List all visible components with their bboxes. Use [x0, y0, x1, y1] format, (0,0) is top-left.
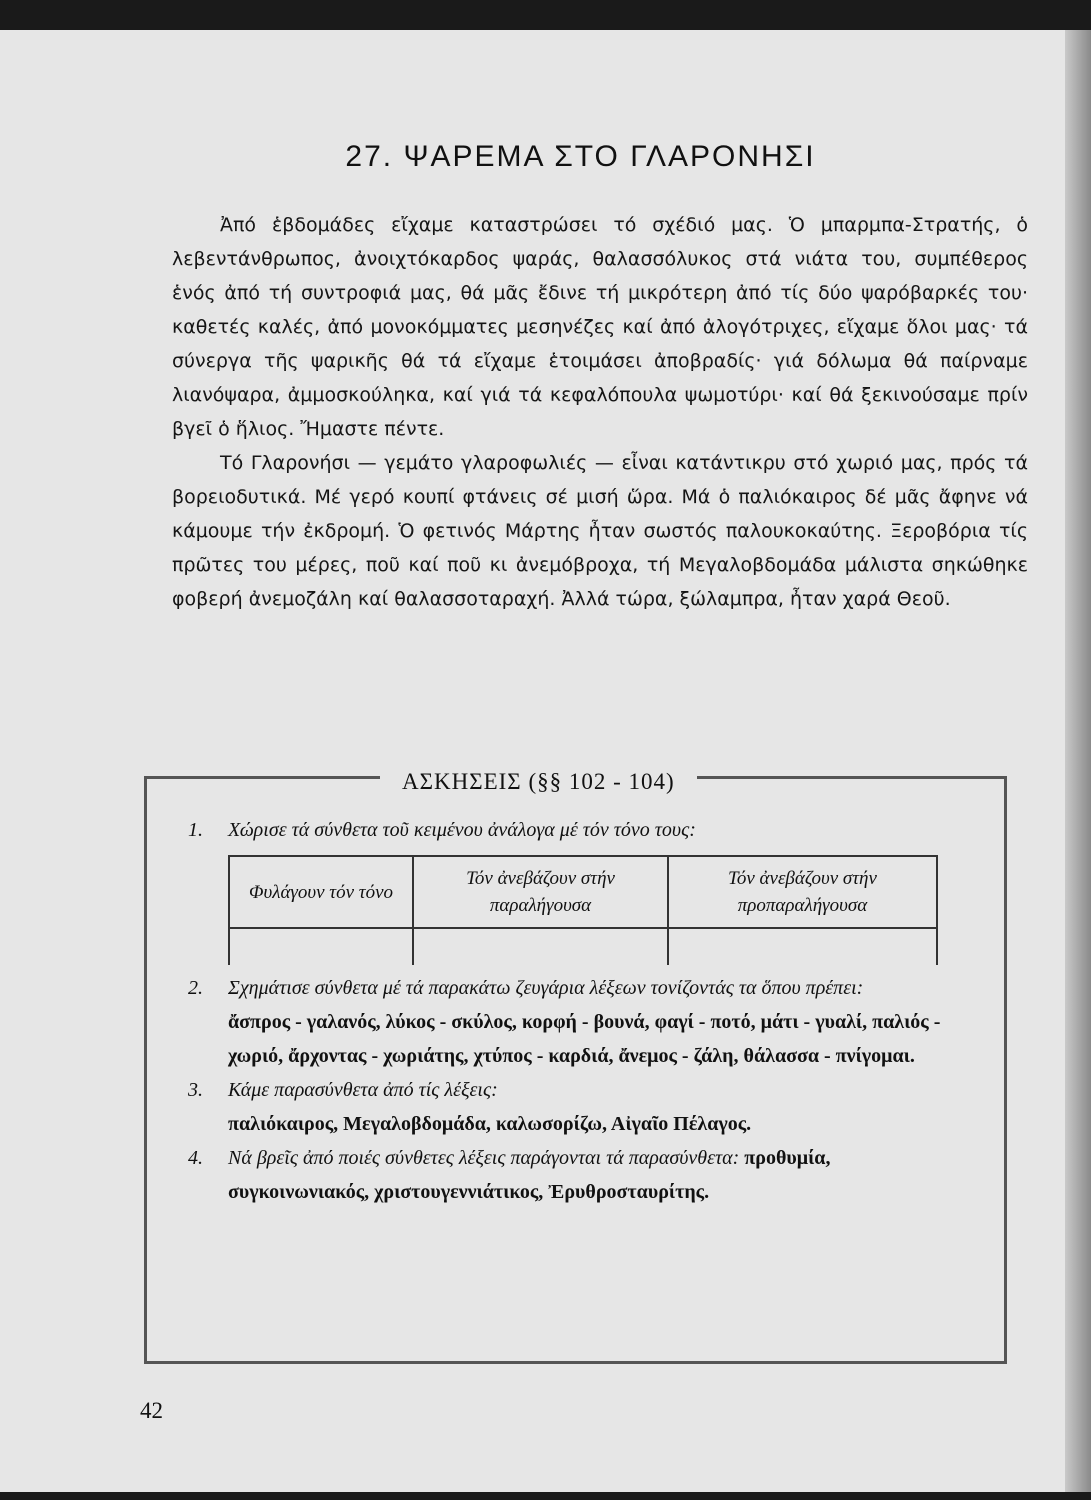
exercise-3: [186, 1073, 976, 1141]
classification-table: [228, 855, 938, 965]
page-number: 42: [140, 1398, 163, 1423]
paragraph-2: Τό Γλαρονήσι — γεμάτο γλαροφωλιές — εἶναι κατάντικρυ στό χωριό μας, πρός τά βορειοδυτικά. Μέ γερό κουπί φτάνεις σέ μισή ὥρα. Μά ὁ παλιόκαιρος δέ μᾶς ἄφηνε νά κάμουμε τήν ἐκδρομή. Ὁ φετινός Μάρτης ἦταν σωστός παλουκοκαύτης. Ξεροβόρια τίς πρῶτες του μέρες, ποῦ καί ποῦ κι ἀνεμόβροχα, τή Μεγαλοβδομάδα μάλιστα σηκώθηκε φοβερή ἀνεμοζάλη καί θαλασσοταραχή. Ἀλλά τώρα, ξώλαμπρα, ἦταν χαρά Θεοῦ.: [172, 452, 1028, 610]
paragraph-1: Ἀπό ἑβδομάδες εἴχαμε καταστρώσει τό σχέδιό μας. Ὁ μπαρμπα-Στρατής, ὁ λεβεντάνθρωπος, ἀνοιχτόκαρδος ψαράς, θαλασσόλυκος στά νιάτα του, συμπέθερος ἑνός ἀπό τή συντροφιά μας, θά μᾶς ἔδινε τή μικρότερη ἀπό τίς δύο ψαρόβαρκές του· καθετές καλές, ἀπό μονοκόμματες μεσηνέζες καί ἀπό ἀλογότριχες, εἴχαμε ὅλοι μας· τά σύνεργα τῆς ψαρικῆς θά τά εἴχαμε ἑτοιμάσει ἀποβραδίς· γιά δόλωμα θά παίρναμε λιανόψαρα, ἀμμοσκούληκα, καί γιά τά κεφαλόπουλα ψωμοτύρι· καί θά ξεκινούσαμε πρίν βγεῖ ὁ ἥλιος. Ἤμαστε πέντε.: [172, 214, 1028, 440]
lesson-title: 27. ΨΑΡΕΜΑ ΣΤΟ ΓΛΑΡΟΝΗΣΙ: [345, 140, 816, 173]
exercise-instruction: Νά βρεῖς ἀπό ποιές σύνθετες λέξεις παράγονται τά παρασύνθετα:: [228, 1147, 740, 1169]
exercise-instruction: Σχημάτισε σύνθετα μέ τά παρακάτω ζευγάρια λέξεων τονίζοντάς τα ὅπου πρέπει:: [228, 977, 864, 999]
exercise-words: ἄσπρος - γαλανός, λύκος - σκύλος, κορφή - βουνά, φαγί - ποτό, μάτι - γυαλί, παλιός - χωριό, ἄρχοντας - χωριάτης, χτύπος - καρδιά, ἄνεμος - ζάλη, θάλασσα - πνίγομαι.: [228, 1011, 941, 1067]
book-spine-edge: [1065, 30, 1091, 1492]
exercise-4: [186, 1141, 976, 1209]
exercise-1: [186, 813, 976, 847]
exercise-2: [186, 971, 976, 1073]
exercise-number: 2.: [188, 977, 203, 999]
table-header-antepenultimate: Τόν ἀνεβάζουν στήν προπαραλήγουσα: [668, 856, 937, 928]
exercise-instruction: Κάμε παρασύνθετα ἀπό τίς λέξεις:: [228, 1079, 498, 1101]
exercises-title: ΑΣΚΗΣΕΙΣ (§§ 102 - 104): [380, 769, 697, 795]
exercises-content: [186, 813, 976, 1209]
table-cell-empty: [668, 928, 937, 965]
table-header-penultimate: Τόν ἀνεβάζουν στήν παραλήγουσα: [413, 856, 668, 928]
exercise-words: παλιόκαιρος, Μεγαλοβδομάδα, καλωσορίζω, Αἰγαῖο Πέλαγος.: [228, 1113, 752, 1135]
exercise-number: 4.: [188, 1147, 203, 1169]
table-header-keep-accent: Φυλάγουν τόν τόνο: [229, 856, 413, 928]
exercise-number: 1.: [188, 819, 203, 841]
exercise-instruction: Χώρισε τά σύνθετα τοῦ κειμένου ἀνάλογα μέ τόν τόνο τους:: [228, 819, 696, 841]
exercise-number: 3.: [188, 1079, 203, 1101]
table-cell-empty: [229, 928, 413, 965]
reading-text: [172, 208, 1028, 616]
exercise-words: προθυμία, συγκοινωνιακός, χριστουγεννιάτικος, Ἐρυθροσταυρίτης.: [228, 1147, 831, 1203]
table-cell-empty: [413, 928, 668, 965]
book-page: [0, 30, 1091, 1492]
